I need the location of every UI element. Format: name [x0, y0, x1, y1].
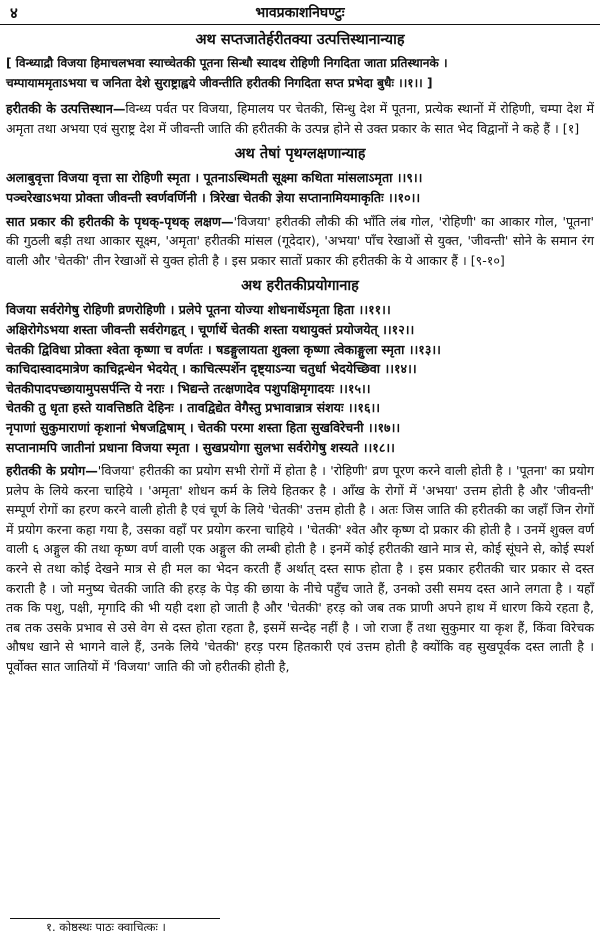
verse-line: चेतकीपादपच्छायामुपसर्पन्ति ये नराः । भिद्यन्ते तत्क्षणादेव पशुपक्षिमृगादयः ।।१५।।: [6, 380, 371, 396]
verse-line: पञ्चरेखाऽभया प्रोक्ता जीवन्ती स्वर्णवर्णिनी । त्रिरेखा चेतकी ज्ञेया सप्तानामियमाकृतिः ।।१०।।: [6, 189, 421, 205]
page-number: ४: [10, 4, 18, 22]
page-header: [0, 3, 600, 25]
commentary-paragraph: [6, 212, 594, 271]
commentary-text: विन्ध्य पर्वत पर विजया, हिमालय पर चेतकी, सिन्धु देश में पूतना, प्रत्येक स्थानों में रोहिणी, चम्पा देश में अमृता तथा अभया एवं सुराष्ट्र देश में जीवन्ती जाति की हरीतकी के उत्पन्न होने से उक्त प्रकार के सात भेद विद्वानों ने कहे हैं । [१]: [6, 101, 594, 136]
verse-line: चेतकी तु धृता हस्ते यावत्तिष्ठति देहिनः । तावद्विद्येत वेगैस्तु प्रभावान्नात्र संशयः ।।१६।।: [6, 400, 381, 416]
commentary-paragraph: [6, 99, 594, 138]
commentary-label: सात प्रकार की हरीतकी के पृथक्-पृथक् लक्षण—: [6, 213, 234, 229]
commentary-paragraph: [6, 461, 594, 677]
header-rule: [0, 24, 600, 25]
verse-line: अक्षिरोगेऽभया शस्ता जीवन्ती सर्वरोगहृत् । चूर्णार्थे चेतकी शस्ता यथायुक्तं प्रयोजयेत् ।।१२।।: [6, 321, 415, 337]
verse-line: चेतकी द्विविधा प्रोक्ता श्वेता कृष्णा च वर्णतः । षडङ्गुलायता शुक्ला कृष्णा त्वेकाङ्गुला स्मृता ।।१३।।: [6, 341, 441, 357]
verse-line: [ विन्ध्याद्रौ विजया हिमाचलभवा स्याच्चेतकी पूतना सिन्धौ स्यादथ रोहिणी निगदिता जाता प्रतिस्थानके ।: [6, 56, 448, 70]
commentary-label: हरीतकी के उत्पत्तिस्थान—: [6, 101, 126, 117]
verse-line: सप्तानामपि जातीनां प्रधाना विजया स्मृता । सुखप्रयोगा सुलभा सर्वरोगेषु शस्यते ।।१८।।: [6, 439, 395, 455]
verse-line: चम्पायाममृताऽभया च जनिता देशे सुराष्ट्राह्वये जीवन्तीति हरीतकी निगदिता सप्त प्रभेदा बुधैः ।।१।। ]: [6, 75, 433, 90]
section-heading: अथ सप्तजातेर्हरीतक्या उत्पत्तिस्थानान्याह: [195, 32, 405, 48]
section-heading: अथ तेषां पृथग्लक्षणान्याह: [234, 146, 366, 163]
footnote: १. कोष्ठस्थः पाठः क्वाचित्कः ।: [46, 920, 166, 934]
verse-line: विजया सर्वरोगेषु रोहिणी व्रणरोहिणी । प्रलेपे पूतना योज्या शोधनार्थेऽमृता हिता ।।११।।: [6, 302, 391, 318]
commentary-text: 'विजया' हरीतकी का प्रयोग सभी रोगों में होता है । 'रोहिणी' व्रण पूरण करने वाली होती है । 'पूतना' का प्रयोग प्रलेप के लिये करना चाहिये । 'अमृता' शोधन कर्म के लिये हितकर है । आँख के रोगों में 'अभया' उत्तम होती है और 'जीवन्ती' सम्पूर्ण रोगों का हरण करने वाली होती है एवं चूर्ण के लिये 'चेतकी' उत्तम होती है । अतः जिस जाति की हरीतकी का जहाँ जिन रोगों में प्रयोग करना कहा गया है, उसका वहाँ पर प्रयोग करना चाहिये । 'चेतकी' श्वेत और कृष्ण दो प्रकार की होती है । उनमें शुक्ल वर्ण वाली ६ अङ्गुल की तथा कृष्ण वर्ण वाली एक अङ्गुल की लम्बी होती है । इनमें कोई हरीतकी खाने मात्र से, कोई सूंघने से, कोई स्पर्श करने से तथा कोई देखने मात्र से ही मल का भेदन करती हैं अर्थात् दस्त साफ होता है । इस प्रकार हरीतकी चार प्रकार से दस्त कराती है । जो मनुष्य चेतकी जाति की हरड़ के पेड़ की छाया के नीचे पहुँच जाते हैं, उनको उसी समय दस्त आने लगता है । यहाँ तक कि पशु, पक्षी, मृगादि की भी यही दशा हो जाती है और 'चेतकी' हरड़ को जब तक प्राणी अपने हाथ में धारण किये रहता है, तब तक उसके प्रभाव से उसे वेग से दस्त होता रहता है, इसमें सन्देह नहीं है । जो राजा हैं तथा सुकुमार या कृश हैं, किंवा विरेचक औषध खाने से भागने वाले हैं, उनके लिये 'चेतकी' हरड़ परम हितकारी एवं उत्तम होती है क्योंकि वह सुखपूर्वक दस्त लाती है । पूर्वोक्त सात जातियों में 'विजया' जाति की जो हरीतकी होती है,: [6, 463, 594, 675]
verse-line: अलाबुवृत्ता विजया वृत्ता सा रोहिणी स्मृता । पूतनाऽस्थिमती सूक्ष्मा कथिता मांसलाऽमृता ।।९।।: [6, 170, 423, 186]
commentary-text: 'विजया' हरीतकी लौकी की भाँति लंब गोल, 'रोहिणी' का आकार गोल, 'पूतना' की गुठली बड़ी तथा आकार सूक्ष्म, 'अमृता' हरीतकी मांसल (गूदेदार), 'अभया' पाँच रेखाओं से युक्त, 'जीवन्ती' सोने के समान रंग वाली और 'चेतकी' तीन रेखाओं से युक्त होती है । इस प्रकार सातों प्रकार की हरीतकी के ये आकार हैं । [९-१०]: [6, 213, 594, 268]
commentary-label: हरीतकी के प्रयोग—: [6, 463, 98, 479]
verse-line: नृपाणां सुकुमाराणां कृशानां भेषजद्विषाम् । चेतकी परमा शस्ता हिता सुखविरेचनी ।।१७।।: [6, 419, 401, 435]
section-heading: अथ हरीतकीप्रयोगानाह: [241, 278, 359, 295]
running-title: भावप्रकाशनिघण्टुः: [255, 5, 345, 21]
verse-line: काचिदास्वादमात्रेण काचिद्गन्धेन भेदयेत् । काचित्स्पर्शेन दृष्ट्याऽन्या चतुर्धा भेदयेच्छिवा ।।१४।।: [6, 361, 417, 377]
page-body: [6, 30, 594, 677]
